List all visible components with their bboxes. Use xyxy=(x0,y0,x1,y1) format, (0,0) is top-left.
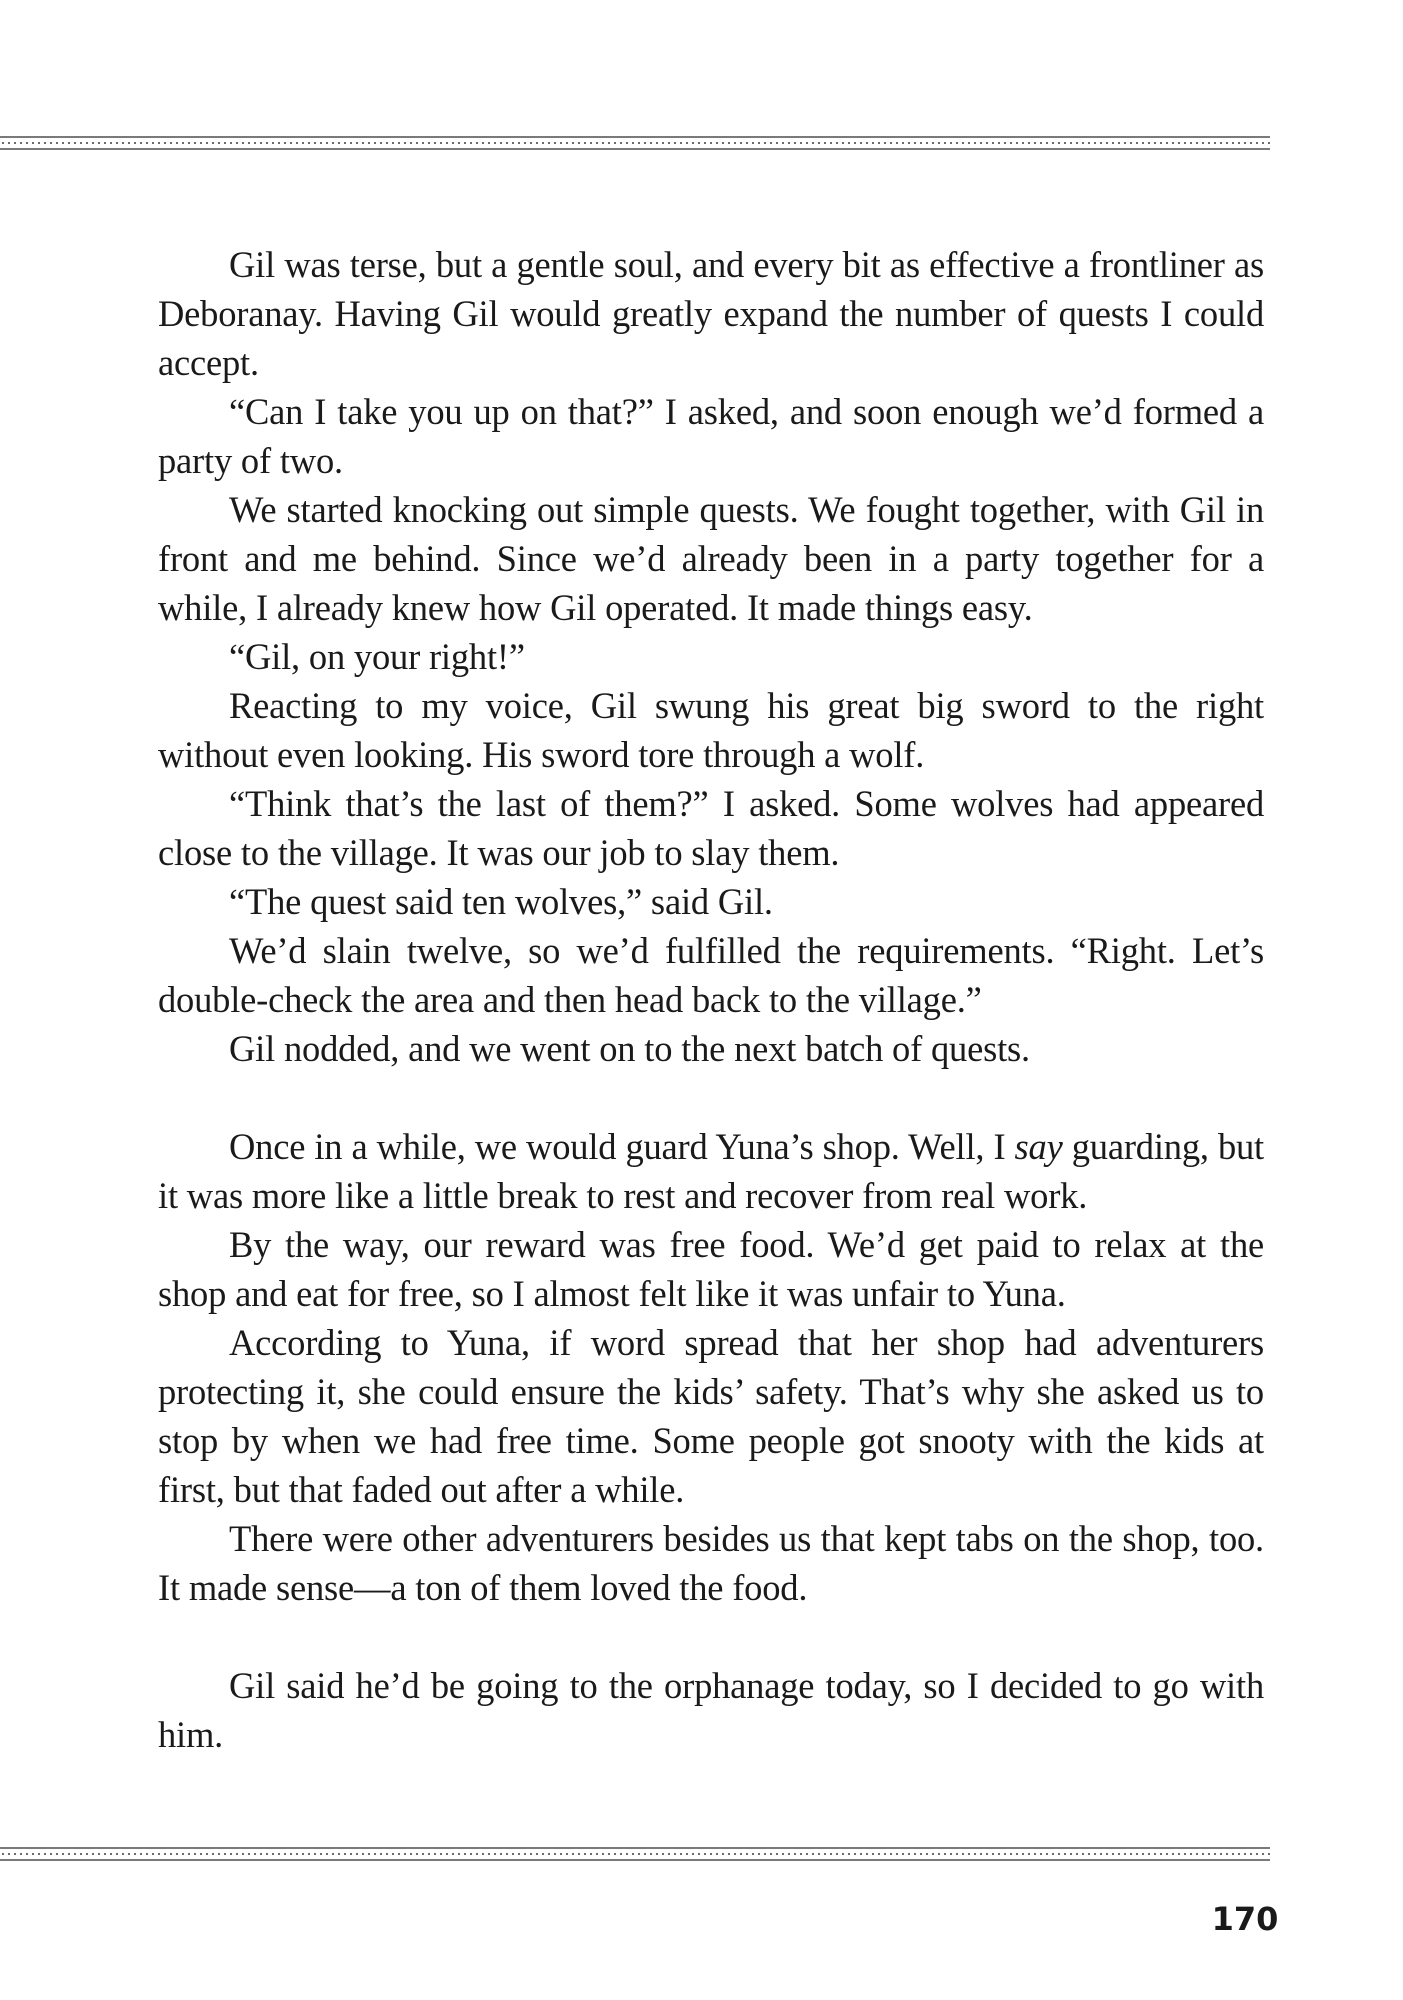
italic-text: say xyxy=(1014,1126,1063,1167)
section-break xyxy=(158,1612,1264,1661)
page-number: 170 xyxy=(1211,1900,1279,1938)
paragraph: We’d slain twelve, so we’d fulfilled the requirements. “Right. Let’s double-check the area and then head back to the village.” xyxy=(158,930,1264,1020)
paragraph: “The quest said ten wolves,” said Gil. xyxy=(229,881,773,922)
paragraph: “Think that’s the last of them?” I asked. Some wolves had appeared close to the village. It was our job to slay them. xyxy=(158,783,1264,873)
paragraph: Gil said he’d be going to the orphanage today, so I decided to go with him. xyxy=(158,1665,1264,1755)
paragraph xyxy=(158,1122,1264,1220)
rule-line xyxy=(0,1847,1270,1849)
paragraph: Gil was terse, but a gentle soul, and every bit as effective a frontliner as Deboranay. Having Gil would greatly expand the number of quests I could accept. xyxy=(158,244,1264,383)
rule-dots xyxy=(0,142,1270,144)
paragraph: “Gil, on your right!” xyxy=(229,636,525,677)
text-run: guarding, but it was more like a little break to rest and recover from real work. xyxy=(158,1126,1264,1216)
paragraph: There were other adventurers besides us that kept tabs on the shop, too. It made sense—a ton of them loved the food. xyxy=(158,1518,1264,1608)
rule-line xyxy=(0,148,1270,150)
section-break xyxy=(158,1073,1264,1122)
paragraph: We started knocking out simple quests. We fought together, with Gil in front and me behind. Since we’d already been in a party together for a while, I already knew how Gil operated. It made things easy. xyxy=(158,489,1264,628)
paragraph: According to Yuna, if word spread that her shop had adventurers protecting it, she could ensure the kids’ safety. That’s why she asked us to stop by when we had free time. Some people got snooty with the kids at first, but that faded out after a while. xyxy=(158,1322,1264,1510)
text-run: Once in a while, we would guard Yuna’s shop. Well, I xyxy=(229,1126,1015,1167)
paragraph: Gil nodded, and we went on to the next batch of quests. xyxy=(229,1028,1030,1069)
paragraph: Reacting to my voice, Gil swung his great big sword to the right without even looking. His sword tore through a wolf. xyxy=(158,685,1264,775)
rule-dots xyxy=(0,1853,1270,1855)
rule-line xyxy=(0,136,1270,138)
paragraph: By the way, our reward was free food. We’d get paid to relax at the shop and eat for free, so I almost felt like it was unfair to Yuna. xyxy=(158,1224,1264,1314)
header-rule xyxy=(0,136,1270,150)
rule-line xyxy=(0,1859,1270,1861)
footer-rule xyxy=(0,1847,1270,1861)
paragraph: “Can I take you up on that?” I asked, and soon enough we’d formed a party of two. xyxy=(158,391,1264,481)
body-text xyxy=(158,240,1264,1759)
